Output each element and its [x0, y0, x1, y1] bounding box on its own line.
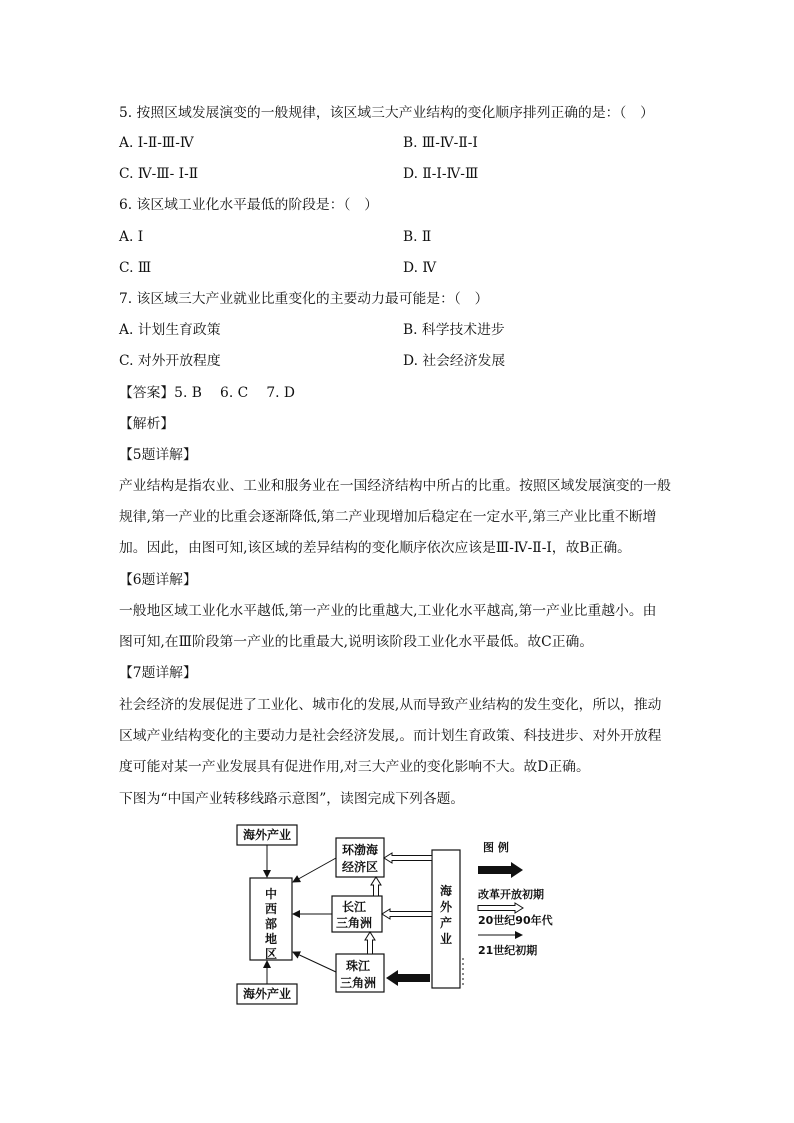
arrow-overseas-to-bohai: [384, 853, 432, 863]
pearl-label-line2: 三角洲: [339, 976, 377, 990]
arrow-pearl-to-central-west: [293, 952, 336, 972]
yangtze-label-line2: 三角洲: [335, 916, 373, 930]
legend-item-1990s: 20世纪90年代: [478, 914, 553, 927]
detail-5-heading: 【5题详解】: [119, 447, 197, 463]
detail-6-line: 一般地区域工业化水平越低,第一产业的比重越大,工业化水平越高,第一产业比重越小。由: [119, 603, 657, 619]
question-5-option-d: D. Ⅱ-Ⅰ-Ⅳ-Ⅲ: [403, 166, 479, 182]
question-7-option-d: D. 社会经济发展: [403, 353, 506, 369]
detail-5-line: 规律,第一产业的比重会逐渐降低,第二产业现增加后稳定在一定水平,第三产业比重不断增: [119, 509, 657, 525]
question-5-stem: 5. 按照区域发展演变的一般规律，该区域三大产业结构的变化顺序排列正确的是：（ ）: [119, 105, 654, 121]
pearl-label-line1: 珠江: [345, 959, 371, 973]
legend-item-21st-century: 21世纪初期: [478, 944, 538, 957]
detail-5-line: 加。因此，由图可知,该区域的差异结构的变化顺序依次应该是Ⅲ-Ⅳ-Ⅱ-Ⅰ，故B正确。: [119, 540, 631, 556]
question-6-option-d: D. Ⅳ: [403, 260, 437, 276]
answer-line: 【答案】5. B 6. C 7. D: [119, 385, 295, 401]
question-6-option-a: A. Ⅰ: [119, 229, 144, 245]
arrow-overseas-to-pearl: [386, 970, 430, 986]
detail-6-heading: 【6题详解】: [119, 572, 197, 588]
arrow-bohai-to-central-west: [293, 858, 336, 882]
bohai-label-line2: 经济区: [341, 860, 379, 874]
detail-7-line: 区域产业结构变化的主要动力是社会经济发展,。而计划生育政策、科技进步、对外开放程: [119, 728, 662, 744]
question-7-option-c: C. 对外开放程度: [119, 353, 221, 369]
yangtze-label-line1: 长江: [341, 900, 367, 914]
question-7-option-b: B. 科学技术进步: [403, 322, 505, 338]
central-west-label: 中西部地区: [264, 887, 278, 961]
detail-7-line: 度可能对某一产业发展具有促进作用,对三大产业的变化影响不大。故D正确。: [119, 759, 590, 775]
analysis-heading: 【解析】: [119, 416, 175, 432]
bohai-label-line1: 环渤海: [341, 843, 379, 857]
question-6-stem: 6. 该区域工业化水平最低的阶段是：（ ）: [119, 197, 378, 213]
detail-7-line: 社会经济的发展促进了工业化、城市化的发展,从而导致产业结构的发生变化，所以，推动: [119, 697, 662, 713]
question-6-option-b: B. Ⅱ: [403, 229, 432, 245]
industry-transfer-diagram: [230, 818, 560, 1014]
question-7-stem: 7. 该区域三大产业就业比重变化的主要动力最可能是：（ ）: [119, 291, 489, 307]
question-5-option-a: A. Ⅰ-Ⅱ-Ⅲ-Ⅳ: [119, 135, 194, 151]
overseas-label-right: 海外产业: [439, 884, 453, 946]
diagram-intro: 下图为“中国产业转移线路示意图”，读图完成下列各题。: [119, 791, 465, 807]
arrow-pearl-to-yangtze: [365, 932, 375, 954]
legend-item-reform: 改革开放初期: [478, 888, 544, 901]
question-7-option-a: A. 计划生育政策: [119, 322, 221, 338]
overseas-label-top: 海外产业: [242, 828, 292, 842]
legend-thick-arrow: [478, 862, 523, 878]
detail-6-line: 图可知,在Ⅲ阶段第一产业的比重最大,说明该阶段工业化水平最低。故C正确。: [119, 634, 594, 650]
legend-hollow-arrow: [478, 903, 523, 913]
question-6-option-c: C. Ⅲ: [119, 260, 152, 276]
question-5-option-b: B. Ⅲ-Ⅳ-Ⅱ-Ⅰ: [403, 135, 478, 151]
arrow-overseas-to-yangtze: [382, 909, 432, 919]
arrow-yangtze-to-bohai: [371, 877, 381, 896]
legend-title: 图 例: [483, 841, 509, 854]
question-5-option-c: C. Ⅳ-Ⅲ- Ⅰ-Ⅱ: [119, 166, 199, 182]
detail-7-heading: 【7题详解】: [119, 665, 197, 681]
detail-5-line: 产业结构是指农业、工业和服务业在一国经济结构中所占的比重。按照区域发展演变的一般: [119, 478, 671, 494]
overseas-label-bottom: 海外产业: [242, 987, 292, 1001]
